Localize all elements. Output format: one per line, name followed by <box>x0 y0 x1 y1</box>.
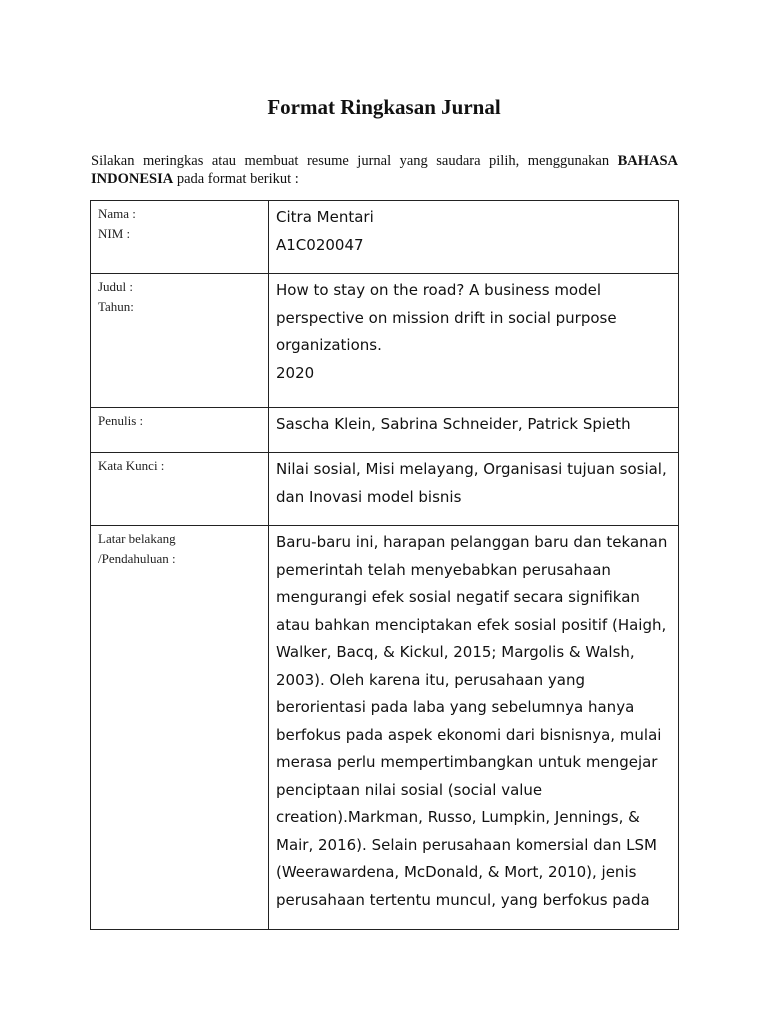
label-cell <box>91 201 269 274</box>
value-nim: A1C020047 <box>276 235 364 254</box>
intro-paragraph <box>91 152 678 188</box>
label-cell <box>91 453 269 526</box>
value-tahun: 2020 <box>276 363 315 382</box>
value-nama: Citra Mentari <box>276 208 374 226</box>
label-judul: Judul : <box>98 279 134 294</box>
intro-bold-language: BAHASA INDONESIA <box>91 153 678 187</box>
table-row-title <box>91 274 679 408</box>
table-row-authors <box>91 408 679 453</box>
page-title: Format Ringkasan Jurnal <box>267 95 501 119</box>
value-kata-kunci: Nilai sosial, Misi melayang, Organisasi tujuan sosial, dan Inovasi model bisnis <box>276 460 667 506</box>
label-pendahuluan: /Pendahuluan : <box>98 551 176 566</box>
summary-table <box>90 200 679 930</box>
table-row-keywords <box>91 453 679 526</box>
table-row-background <box>91 526 679 930</box>
table-row-identity <box>91 201 679 274</box>
label-cell <box>91 274 269 408</box>
value-cell <box>269 526 679 930</box>
value-penulis: Sascha Klein, Sabrina Schneider, Patrick Spieth <box>276 415 631 433</box>
label-nim: NIM : <box>98 226 131 241</box>
label-kata-kunci: Kata Kunci : <box>98 458 165 473</box>
value-judul: How to stay on the road? A business model perspective on mission drift in social purpose organizations. <box>276 281 617 354</box>
intro-text-after: pada format berikut : <box>173 171 299 187</box>
label-cell <box>91 526 269 930</box>
label-latar-belakang: Latar belakang <box>98 531 176 546</box>
value-latar-belakang: Baru-baru ini, harapan pelanggan baru dan tekanan pemerintah telah menyebabkan perusahaan mengurangi efek sosial negatif secara signifikan atau bahkan menciptakan efek sosial positif (Haigh, Walker, Bacq, & Kickul, 2015; Margolis & Walsh, 2003). Oleh karena itu, perusahaan yang berorientasi pada laba yang sebelumnya hanya berfokus pada aspek ekonomi dari bisnisnya, mulai merasa perlu mempertimbangkan untuk mengejar penciptaan nilai sosial (social value creation).Markman, Russo, Lumpkin, Jennings, & Mair, 2016). Selain perusahaan komersial dan LSM (Weerawardena, McDonald, & Mort, 2010), jenis perusahaan tertentu muncul, yang berfokus pada <box>276 533 668 909</box>
intro-text-before: Silakan meringkas atau membuat resume jurnal yang saudara pilih, menggunakan <box>91 153 618 169</box>
value-cell <box>269 201 679 274</box>
value-cell <box>269 408 679 453</box>
label-penulis: Penulis : <box>98 413 144 428</box>
label-nama: Nama : <box>98 206 136 221</box>
value-cell <box>269 274 679 408</box>
label-cell <box>91 408 269 453</box>
label-tahun: Tahun: <box>98 299 134 314</box>
value-cell <box>269 453 679 526</box>
